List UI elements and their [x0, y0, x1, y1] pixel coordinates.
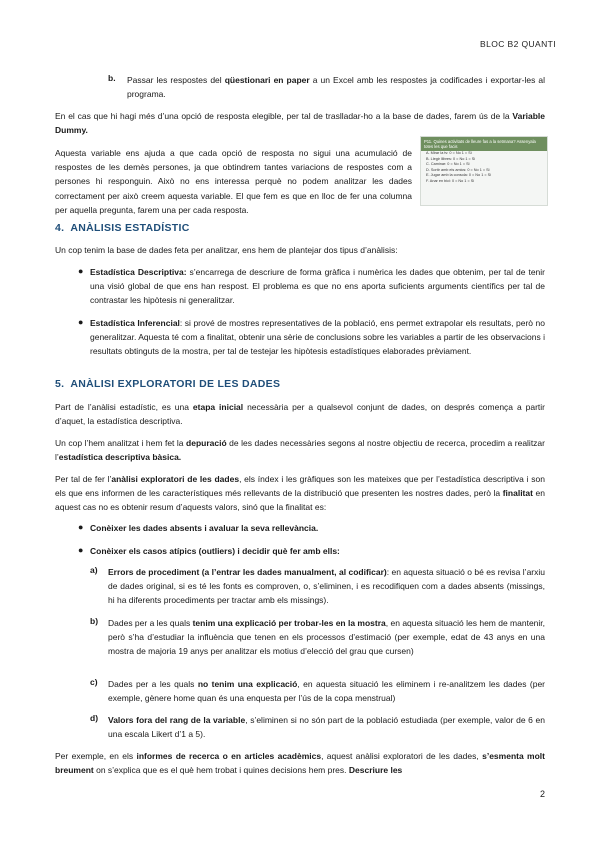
section-5-paragraph-4: Per exemple, en els informes de recerca o en articles acadèmics, aquest anàlisi exploratori de les dades, s’esmenta molt breument on s’explica que es el què hem trobat i quines decisions hem pres. Descriure les — [55, 751, 545, 776]
figure-row: B. Llegir llibres: 0 = No 1 = Si — [426, 156, 476, 161]
intro-paragraph-variable: Aquesta variable ens ajuda a que cada opció de resposta no sigui una acumulació de respostes de les demès persones, ja que obtindrem tantes variacions de respostes com a persones hi responguin. Això no ens interessa perquè no podem analitzar les dades correctament per això creem aquesta variable. El que fem es que en lloc de fer una columna per aquella pregunta, farem una per cada resposta. — [55, 148, 412, 215]
list-label-a: a) — [90, 565, 98, 575]
list-item-no-explicacio: Dades per a les quals no tenim una explicació, en aquesta situació les eliminem i re-analitzem les dades (per exemple, gènere home quan és una enquesta per l’ús de la copa menstrual) — [108, 679, 546, 704]
figure-row: E. Jugar amb la consola: 0 = No 1 = Si — [426, 173, 492, 178]
bullet-icon: ● — [78, 522, 84, 532]
bullet-icon: ● — [78, 317, 84, 327]
bullet-dades-absents: Conèixer les dades absents i avaluar la seva rellevància. — [90, 523, 319, 533]
header-title: BLOC B2 QUANTI — [480, 39, 556, 49]
bullet-descriptiva: Estadística Descriptiva: s’encarrega de descriure de forma gràfica i numèrica les dades que obtenim, per tal de tenir una visió global de que ens han respost. El problema es que no ens aporta suficients arguments científics per tal de contrastar les hipòtesis ni generalitzar. — [90, 267, 545, 306]
list-item-explicacio: Dades per a les quals tenim una explicació per trobar-les en la mostra, en aquesta situació les hem de mantenir, però s’ha d’estudiar la influència que tenen en els processos d’estimació (per exemple, edat de 43 anys en una mostra de majoria 19 anys per analitzar els motius d’elecció del grau que cursen) — [108, 618, 546, 657]
list-item-fora-rang: Valors fora del rang de la variable, s’eliminen si no són part de la població estudiada (per exemple, valor de 6 en una escala Likert d’1 a 5). — [108, 715, 545, 740]
list-label-c: c) — [90, 677, 98, 687]
intro-item-b: Passar les respostes del qüestionari en paper a un Excel amb les respostes ja codificades i exportar-les al programa. — [127, 75, 545, 100]
section-5-heading: 5. ANÀLISI EXPLORATORI DE LES DADES — [55, 378, 281, 390]
section-4-heading: 4. ANÀLISIS ESTADÍSTIC — [55, 222, 190, 234]
bullet-casos-atipics: Conèixer els casos atípics (outliers) i decidir què fer amb ells: — [90, 546, 340, 556]
figure-title: P11. Quines activitats de lleure fas a la setmana? Assenyala totes les que facis — [421, 137, 547, 151]
list-label-d: d) — [90, 713, 99, 723]
list-item-errors: Errors de procediment (a l’entrar les dades manualment, al codificar): en aquesta situació o bé es revisa l’arxiu de dades original, si es té les fonts es comproven, o, s’eliminen, i es recodifiquen com a dades absents (missings, hi ha diferents procediments per tractar amb els missings). — [108, 567, 545, 606]
bullet-icon: ● — [78, 266, 84, 276]
section-5-paragraph-2: Un cop l’hem analitzat i hem fet la depuració de les dades necessàries segons al nostre objectiu de recerca, procedim a realitzar l’estadística descriptiva bàsica. — [55, 438, 545, 463]
bullet-icon: ● — [78, 545, 84, 555]
bullet-inferencial: Estadística Inferencial: si prové de mostres representatives de la població, ens permet extrapolar els resultats, però no generalitzar. Aquesta té com a finalitat, obtenir una sèrie de conclusions sobre les variables a partir de les observacions i resultats obtinguts de la mostra, per tal de testejar les hipòtesis estadístiques elaborades prèviament. — [90, 318, 546, 357]
page-number: 2 — [539, 789, 545, 799]
section-5-paragraph-3: Per tal de fer l’anàlisi exploratori de les dades, els índex i les gràfiques son les mateixes que per l’estadística descriptiva i son els que ens informen de les característiques més rellevants de la distribució que presenten les nostres dades, però la finalitat en aquest cas no es obtenir resum d’aquests valors, sinó que la finalitat es: — [55, 474, 545, 513]
figure-row: A. Mirar la tv: 0 = No 1 = Si — [426, 151, 472, 155]
figure-row: F. Anar en bici: 0 = No 1 = Si — [426, 178, 475, 183]
section-5-paragraph-1: Part de l’anàlisi estadístic, es una etapa inicial necessària per a qualsevol conjunt de dades, on després comença a partir d’aquet, la estadística descriptiva. — [55, 402, 545, 427]
list-label-b: b. — [108, 73, 116, 83]
list-label-b: b) — [90, 616, 99, 626]
intro-paragraph-dummy: En el cas que hi hagi més d’una opció de resposta elegible, per tal de traslladar-ho a la base de dades, farem ús de la Variable Dummy. — [55, 111, 545, 136]
figure-row: C. Caminar: 0 = No 1 = Si — [426, 162, 470, 167]
figure-row: D. Sortir amb els amics: 0 = No 1 = Si — [426, 167, 490, 172]
section-4-intro: Un cop tenim la base de dades feta per analitzar, ens hem de plantejar dos tipus d’anàlisis: — [55, 245, 398, 255]
dummy-variable-figure — [420, 136, 548, 206]
